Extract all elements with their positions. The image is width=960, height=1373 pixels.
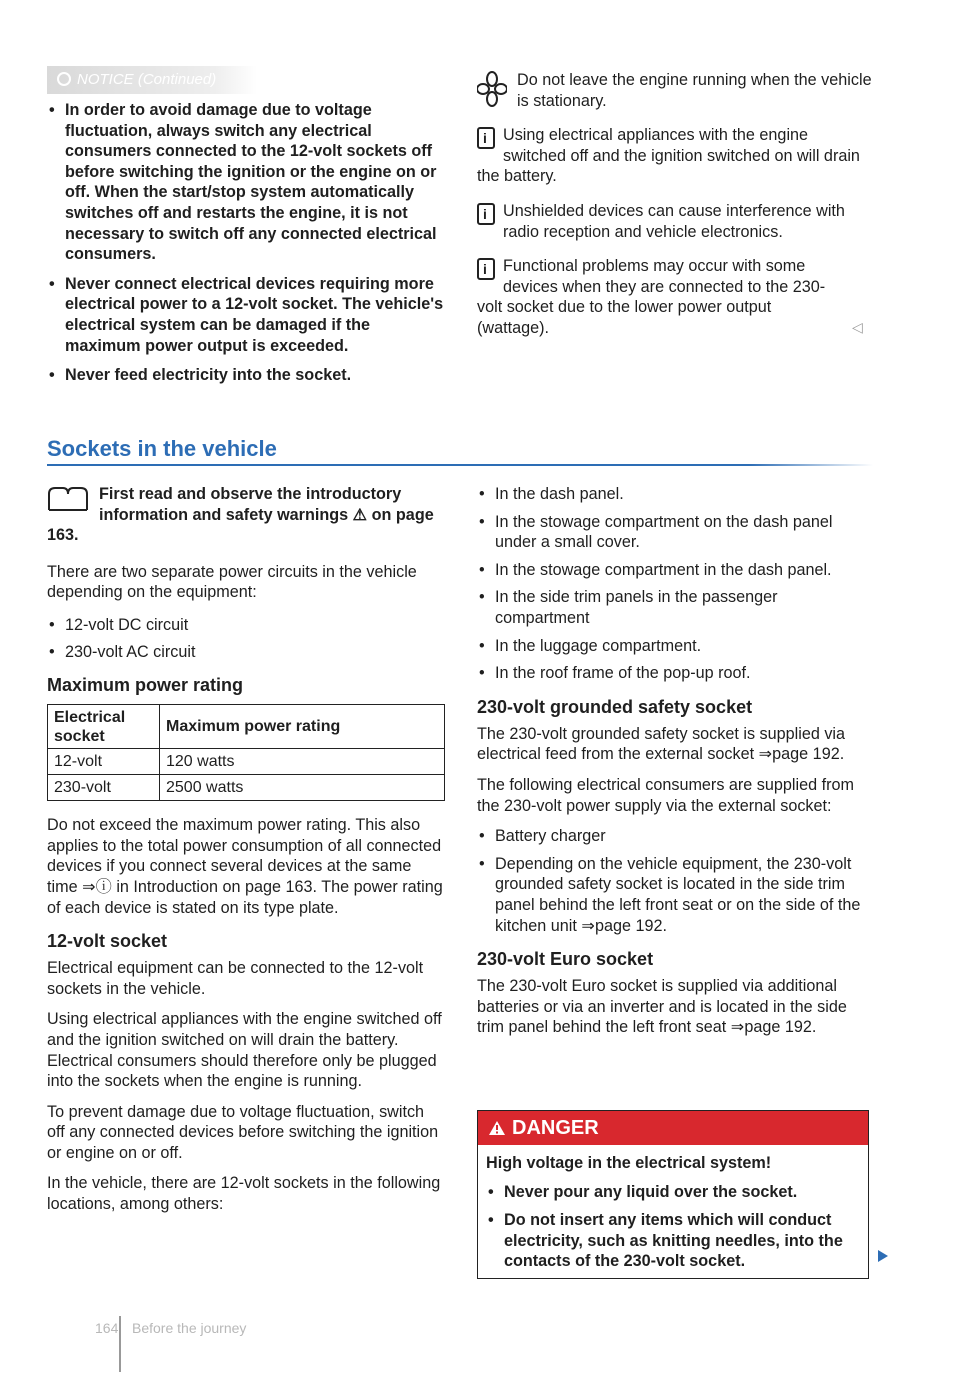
table-header: Electrical socket (48, 705, 160, 749)
max-power-table (47, 704, 445, 801)
info-icon (477, 127, 495, 149)
notice-bullets (47, 100, 445, 386)
info-note (477, 125, 873, 187)
location-item: • In the roof frame of the pop-up roof. (477, 663, 873, 684)
footer-page-number: 164 (95, 1320, 119, 1336)
table-cell: 12-volt (48, 749, 160, 775)
right-top-notes (477, 70, 873, 339)
grounded-item: • Battery charger (477, 826, 873, 847)
environment-icon (477, 70, 507, 108)
intro-warning-text: First read and observe the introductory information and safety warnings ⚠ on page 163. (47, 485, 434, 545)
book-icon (47, 486, 89, 512)
section-title: Sockets in the vehicle (47, 436, 277, 461)
location-item: • In the stowage compartment in the dash panel. (477, 560, 873, 581)
info-icon (477, 258, 495, 280)
left-column (47, 484, 445, 1215)
intro-warning (47, 484, 445, 546)
info-note-text: Functional problems may occur with some devices when they are connected to the 230-volt socket due to the lower power output (wattage). (477, 257, 826, 337)
location-item: • In the luggage compartment. (477, 636, 873, 657)
notice-continued-label: NOTICE (Continued) (77, 71, 217, 88)
socket12-p2: Using electrical appliances with the engine switched off and the ignition switched on will drain the battery. Electrical consumers should therefore only be plugged into the sockets when the engine is running. (47, 1010, 442, 1091)
info-icon (477, 203, 495, 225)
info-note-text: Unshielded devices can cause interference with radio reception and vehicle electronics. (503, 201, 845, 241)
danger-item: • Do not insert any items which will conduct electricity, such as knitting needles, into the contacts of the 230-volt socket. (486, 1210, 860, 1272)
circuits-intro: There are two separate power circuits in the vehicle depending on the equipment: (47, 562, 417, 602)
locations-list (477, 484, 873, 684)
socket12-p1: Electrical equipment can be connected to the 12-volt sockets in the vehicle. (47, 959, 424, 998)
info-note (477, 201, 873, 242)
table-header-row (48, 705, 445, 749)
section-divider (47, 464, 873, 466)
euro-heading: 230-volt Euro socket (477, 949, 654, 970)
notice-bullet: • Never feed electricity into the socket. (47, 365, 445, 386)
footer-chapter: Before the journey (132, 1320, 247, 1336)
notice-bullet: • Never connect electrical devices requiring more electrical power to a 12-volt socket. The vehicle's electrical system can be damaged if the maximum power output is exceeded. (47, 274, 445, 356)
max-power-text: Do not exceed the maximum power rating. This also applies to the total power consumption of all connected devices if you connect several devices at the same time ⇒ⓘ in Introduction on page 163. The power rating of each device is stated on its type plate. (47, 816, 443, 917)
euro-p1: The 230-volt Euro socket is supplied via additional batteries or via an inverter and is located in the side trim panel behind the left front seat ⇒page 192. (477, 977, 847, 1037)
grounded-list (477, 826, 873, 936)
info-note-text: Using electrical appliances with the engine switched off and the ignition switched on will drain the battery. (477, 126, 860, 186)
section-end-icon: ◁ (852, 319, 863, 335)
grounded-p1: The 230-volt grounded safety socket is supplied via electrical feed from the external socket ⇒page 192. (477, 724, 846, 764)
danger-list (486, 1182, 860, 1272)
danger-box (477, 1110, 869, 1279)
grounded-item: • Depending on the vehicle equipment, the 230-volt grounded safety socket is located in the side trim panel behind the left front seat or on the side of the kitchen unit ⇒page 192. (477, 854, 873, 936)
table-row (48, 775, 445, 801)
footer-divider (119, 1316, 121, 1372)
info-note (477, 256, 873, 338)
table-row (48, 749, 445, 775)
circuits-list (47, 615, 445, 662)
max-power-heading: Maximum power rating (47, 675, 244, 696)
location-item: • In the dash panel. (477, 484, 873, 505)
danger-item: • Never pour any liquid over the socket. (486, 1182, 860, 1203)
table-cell: 2500 watts (160, 775, 445, 801)
grounded-p2: The following electrical consumers are supplied from the 230-volt power supply via the external socket: (477, 775, 854, 815)
eco-note-text: Do not leave the engine running when the vehicle is stationary. (517, 71, 872, 110)
notice-continued-bar (47, 66, 257, 94)
danger-header (478, 1111, 868, 1145)
table-header: Maximum power rating (160, 705, 445, 749)
continued-arrow-icon (878, 1250, 888, 1262)
table-cell: 120 watts (160, 749, 445, 775)
danger-body (478, 1145, 868, 1278)
danger-title: High voltage in the electrical system! (486, 1154, 772, 1172)
socket12-p3: To prevent damage due to voltage fluctuation, switch off any connected devices before switching the ignition or engine on or off. (47, 1102, 439, 1162)
notice-icon (57, 72, 71, 86)
circuit-item: • 230-volt AC circuit (47, 642, 445, 663)
right-column (477, 484, 873, 1038)
grounded-heading: 230-volt grounded safety socket (477, 696, 753, 717)
warning-icon (488, 1120, 506, 1136)
circuit-item: • 12-volt DC circuit (47, 615, 445, 636)
danger-label: DANGER (512, 1117, 599, 1139)
socket12-p4: In the vehicle, there are 12-volt sockets in the following locations, among others: (47, 1174, 441, 1214)
notice-bullet: • In order to avoid damage due to voltage fluctuation, always switch any electrical consumers connected to the 12-volt sockets off before switching the ignition or the engine on or off. When the start/stop system automatically switches off and restarts the engine, it is not necessary to switch off any connected electrical consumers. (47, 100, 445, 265)
table-cell: 230-volt (48, 775, 160, 801)
socket12-heading: 12-volt socket (47, 931, 168, 952)
location-item: • In the stowage compartment on the dash panel under a small cover. (477, 512, 873, 553)
location-item: • In the side trim panels in the passenger compartment (477, 587, 873, 628)
eco-note (477, 70, 873, 111)
